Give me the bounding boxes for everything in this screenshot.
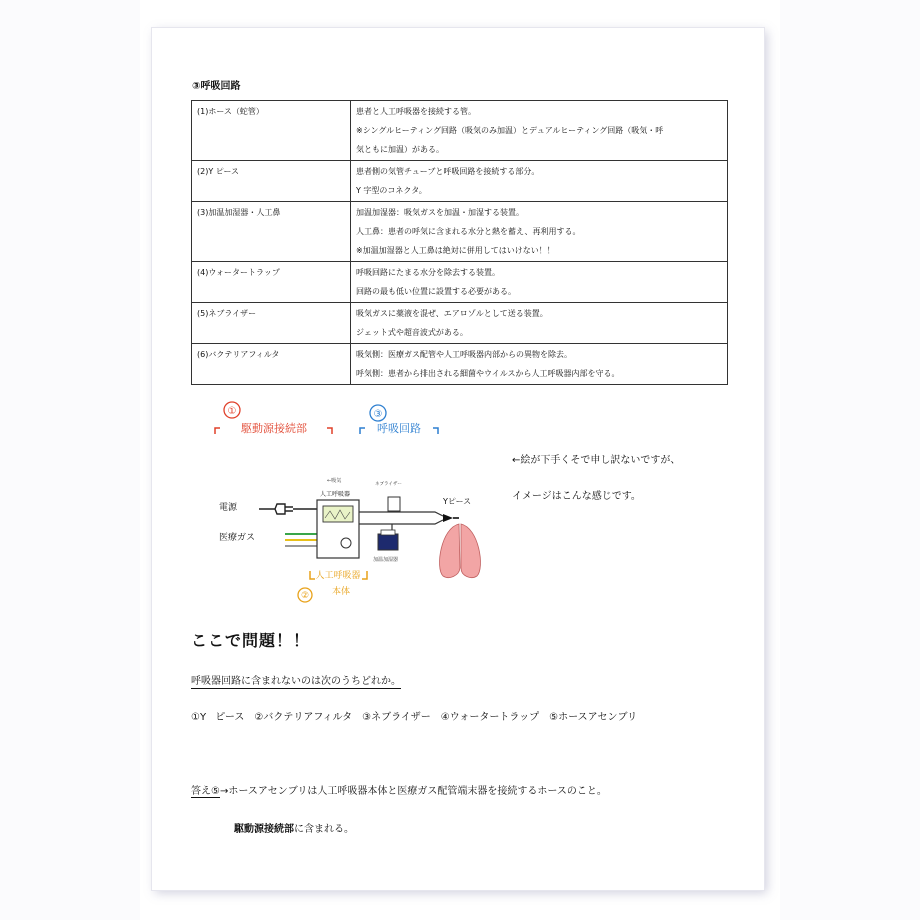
inhale-label: ←吸気 [327, 478, 342, 484]
question-heading: ここで問題！！ [191, 631, 311, 650]
label2-text2: 本体 [331, 587, 351, 597]
inhale-tube [359, 512, 443, 516]
nebulizer-label: ネブライザー [375, 482, 402, 487]
table-row [192, 262, 728, 303]
gas-label: 医療ガス [219, 533, 256, 543]
description-line: 患者と人工呼吸器を接続する管。 [356, 107, 476, 116]
description-line: 呼吸回路にたまる水分を除去する装置。 [356, 268, 500, 277]
description-line: 患者側の気管チューブと呼吸回路を接続する部分。 [356, 167, 540, 176]
component-description [351, 161, 728, 202]
component-name: (1)ホース（蛇管） [192, 101, 351, 161]
answer-line2 [234, 820, 354, 835]
description-line: 吸気側：医療ガス配管や人工呼吸器内部からの異物を除去。 [356, 350, 572, 359]
humidifier-cap [381, 530, 395, 535]
answer-label: 答え⑤ [191, 786, 220, 797]
power-cable [259, 504, 317, 514]
component-description [351, 202, 728, 262]
label2-number: ② [300, 591, 310, 601]
diagram-note-line1: ←絵が下手くそで申し訳ないですが、 [512, 455, 681, 466]
humidifier [378, 534, 398, 550]
document-page [152, 28, 764, 890]
label1-number: ① [227, 406, 237, 417]
description-line: 回路の最も低い位置に設置する必要がある。 [356, 287, 516, 296]
description-line: ジェット式や超音波式がある。 [356, 328, 468, 337]
question-prompt: 呼吸器回路に含まれないのは次のうちどれか。 [191, 672, 401, 689]
description-line: 加温加湿器：吸気ガスを加温・加湿する装置。 [356, 208, 524, 217]
description-line: ※シングルヒーティング回路（吸気のみ加温）とデュアルヒーティング回路（吸気・呼 [356, 126, 664, 135]
component-description [351, 303, 728, 344]
answer-line2-rest: に含まれる。 [294, 824, 354, 835]
table-row [192, 202, 728, 262]
backdrop-right [780, 0, 920, 920]
power-label: 電源 [219, 503, 238, 513]
nebulizer [388, 497, 400, 511]
table-row [192, 344, 728, 385]
component-description [351, 262, 728, 303]
answer-keyword: 駆動源接続部 [234, 824, 294, 835]
ventilator-diagram [197, 398, 497, 610]
description-line: 呼気側：患者から排出される細菌やウイルスから人工呼吸器内部を守る。 [356, 369, 620, 378]
table-row [192, 101, 728, 161]
description-line: 吸気ガスに薬液を混ぜ、エアロゾルとして送る装置。 [356, 309, 548, 318]
description-line: ※加温加湿器と人工鼻は絶対に併用してはいけない！！ [356, 246, 555, 255]
component-name: (3)加温加湿器・人工鼻 [192, 202, 351, 262]
component-name: (5)ネブライザー [192, 303, 351, 344]
humidifier-label: 加温加湿器 [373, 557, 399, 563]
table-row [192, 161, 728, 202]
machine-label: 人工呼吸器 [320, 491, 351, 498]
label3-text: 呼吸回路 [377, 422, 421, 435]
component-name: (4)ウォータートラップ [192, 262, 351, 303]
answer-text: →ホースアセンブリは人工呼吸器本体と医療ガス配管端末器を接続するホースのこと。 [219, 786, 607, 797]
component-description [351, 101, 728, 161]
circuit-table [191, 100, 728, 385]
label3-number: ③ [373, 409, 383, 420]
section-title: ③呼吸回路 [192, 81, 241, 92]
lung-right [461, 524, 480, 578]
description-line: Y 字型のコネクタ。 [356, 186, 427, 195]
table-row [192, 303, 728, 344]
label1-text: 駆動源接続部 [241, 422, 307, 435]
answer-line [191, 782, 607, 797]
y-piece [443, 514, 453, 522]
question-options: ①Y ピース ②バクテリアフィルタ ③ネブライザー ④ウォータートラップ ⑤ホースアセンブリ [191, 712, 638, 723]
ypiece-label: Yピース [443, 497, 472, 506]
component-description [351, 344, 728, 385]
backdrop-left [0, 0, 140, 920]
lung-left [440, 524, 460, 578]
diagram-note-line2: イメージはこんな感じです。 [512, 491, 641, 502]
exhale-tube [359, 520, 443, 524]
description-line: 人工鼻：患者の呼気に含まれる水分と熱を蓄え、再利用する。 [356, 227, 581, 236]
component-name: (2)Y ピース [192, 161, 351, 202]
component-name: (6)バクテリアフィルタ [192, 344, 351, 385]
description-line: 気ともに加温）がある。 [356, 145, 444, 154]
label2-text: 人工呼吸器 [315, 571, 361, 581]
